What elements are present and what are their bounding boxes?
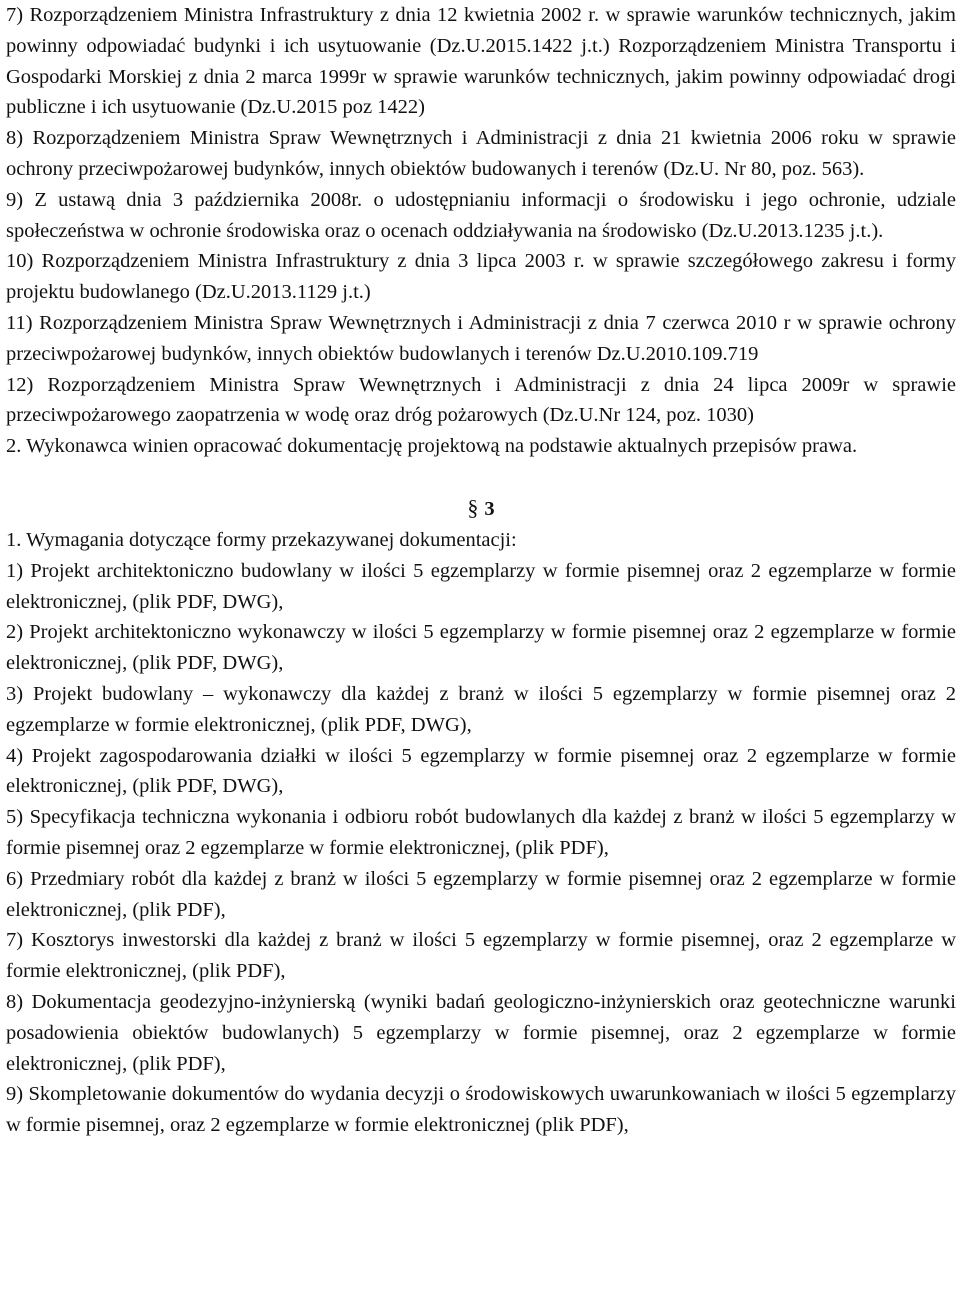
section-number: 3: [484, 497, 495, 520]
list-item-11: 11) Rozporządzeniem Ministra Spraw Wewnętrznych i Administracji z dnia 7 czerwca 2010 r w sprawie ochrony przeciwpożarowej budynków, innych obiektów budowlanych i terenów Dz.U.2010.109.719: [6, 311, 956, 365]
requirement-item-4: 4) Projekt zagospodarowania działki w ilości 5 egzemplarzy w formie pisemnej oraz 2 egzemplarze w formie elektronicznej, (plik PDF, DWG),: [6, 744, 956, 798]
list-item-9: 9) Z ustawą dnia 3 października 2008r. o udostępnianiu informacji o środowisku i jego ochronie, udziale społeczeństwa w ochronie środowiska oraz o ocenach oddziaływania na środowisko (Dz.U.2013.1235 j.t.).: [6, 188, 956, 242]
list-item-10: 10) Rozporządzeniem Ministra Infrastruktury z dnia 3 lipca 2003 r. w sprawie szczegółowego zakresu i formy projektu budowlanego (Dz.U.2013.1129 j.t.): [6, 250, 956, 304]
requirement-item-5: 5) Specyfikacja techniczna wykonania i odbioru robót budowlanych dla każdej z branż w ilości 5 egzemplarzy w formie pisemnej oraz 2 egzemplarze w formie elektronicznej, (plik PDF),: [6, 806, 956, 859]
list-item-12: 12) Rozporządzeniem Ministra Spraw Wewnętrznych i Administracji z dnia 24 lipca 2009r w sprawie przeciwpożarowego zaopatrzenia w wodę oraz dróg pożarowych (Dz.U.Nr 124, poz. 1030): [6, 373, 956, 427]
section-heading: [6, 490, 956, 525]
list-item-8: 8) Rozporządzeniem Ministra Spraw Wewnętrznych i Administracji z dnia 21 kwietnia 2006 roku w sprawie ochrony przeciwpożarowej budynków, innych obiektów budowanych i terenów (Dz.U. Nr 80, poz. 563).: [6, 127, 956, 180]
requirements-heading: 1. Wymagania dotyczące formy przekazywanej dokumentacji:: [6, 528, 517, 551]
list-item-7: 7) Rozporządzeniem Ministra Infrastruktury z dnia 12 kwietnia 2002 r. w sprawie warunków technicznych, jakim powinny odpowiadać budynki i ich usytuowanie (Dz.U.2015.1422 j.t.) Rozporządzeniem Ministra Transportu i Gospodarki Morskiej z dnia 2 marca 1999r w sprawie warunków technicznych, jakim powinny odpowiadać drogi publiczne i ich usytuowanie (Dz.U.2015 poz 1422): [6, 4, 956, 119]
requirement-item-1: 1) Projekt architektoniczno budowlany w ilości 5 egzemplarzy w formie pisemnej oraz 2 egzemplarze w formie elektronicznej, (plik PDF, DWG),: [6, 559, 956, 613]
document-page: [6, 0, 956, 1141]
requirement-item-2: 2) Projekt architektoniczno wykonawczy w ilości 5 egzemplarzy w formie pisemnej oraz 2 egzemplarze w formie elektronicznej, (plik PDF, DWG),: [6, 621, 956, 675]
requirement-item-8: 8) Dokumentacja geodezyjno-inżynierską (wyniki badań geologiczno-inżynierskich oraz geotechniczne warunki posadowienia obiektów budowlanych) 5 egzemplarzy w formie pisemnej, oraz 2 egzemplarze w formie elektronicznej, (plik PDF),: [6, 990, 956, 1075]
requirement-item-6: 6) Przedmiary robót dla każdej z branż w ilości 5 egzemplarzy w formie pisemnej oraz 2 egzemplarze w formie elektronicznej, (plik PDF),: [6, 867, 956, 921]
requirement-item-9: 9) Skompletowanie dokumentów do wydania decyzji o środowiskowych uwarunkowaniach w ilości 5 egzemplarzy w formie pisemnej, oraz 2 egzemplarze w formie elektronicznej (plik PDF),: [6, 1083, 956, 1137]
clause-2: 2. Wykonawca winien opracować dokumentację projektową na podstawie aktualnych przepisów prawa.: [6, 435, 858, 458]
spacer: [6, 462, 956, 490]
section-sign: §: [467, 494, 479, 520]
requirement-item-7: 7) Kosztorys inwestorski dla każdej z branż w ilości 5 egzemplarzy w formie pisemnej, oraz 2 egzemplarze w formie elektronicznej, (plik PDF),: [6, 929, 956, 983]
requirement-item-3: 3) Projekt budowlany – wykonawczy dla każdej z branż w ilości 5 egzemplarzy w formie pisemnej oraz 2 egzemplarze w formie elektronicznej, (plik PDF, DWG),: [6, 682, 956, 736]
